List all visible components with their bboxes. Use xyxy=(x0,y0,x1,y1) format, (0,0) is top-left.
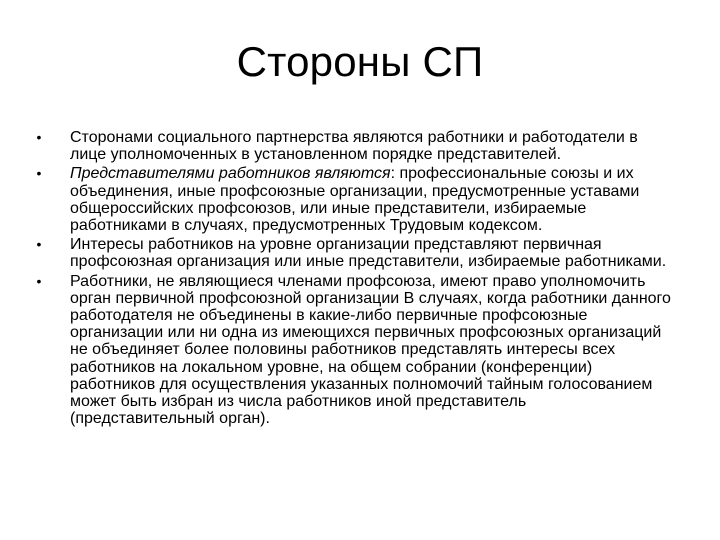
bullet-item-organization-level xyxy=(32,236,672,270)
bullet-icon: • xyxy=(36,129,42,145)
bullet-text: Работники, не являющиеся членами профсоюза, имеют право уполномочить орган первичной профсоюзной организации В случаях, когда работники данного работодателя не объединены в какие-либо первичные профсоюзные организации или ни одна из имеющихся первичных профсоюзных организаций не объединяет более половины работников представлять интересы всех работников на локальном уровне, на общем собрании (конференции) работников для осуществления указанных полномочий тайным голосованием может быть избран из числа работников иной представитель (представительный орган). xyxy=(70,272,671,428)
bullet-icon: • xyxy=(36,236,42,253)
bullet-text: : профессиональные союзы и их объединения, иные профсоюзные организации, предусмотренные уставами общероссийских профсоюзов, или иные представители, избираемые работниками в случаях, предусмотренных Трудовым кодексом. xyxy=(70,165,640,235)
bullet-text: Сторонами социального партнерства являются работники и работодатели в лице уполномоченных в установленном порядке представителей. xyxy=(70,129,638,164)
bullet-item-representatives xyxy=(32,165,672,234)
bullet-item-parties xyxy=(32,129,672,163)
bullet-italic-lead: Представителями работников являются xyxy=(70,165,391,183)
bullet-icon: • xyxy=(36,272,42,289)
bullet-text: Интересы работников на уровне организации представляют первичная профсоюзная организация или иные представители, избираемые работниками. xyxy=(70,236,667,271)
bullet-list xyxy=(32,129,672,427)
bullet-item-non-members xyxy=(32,273,672,428)
bullet-icon: • xyxy=(36,165,42,182)
slide-title: Стороны СП xyxy=(236,38,484,85)
